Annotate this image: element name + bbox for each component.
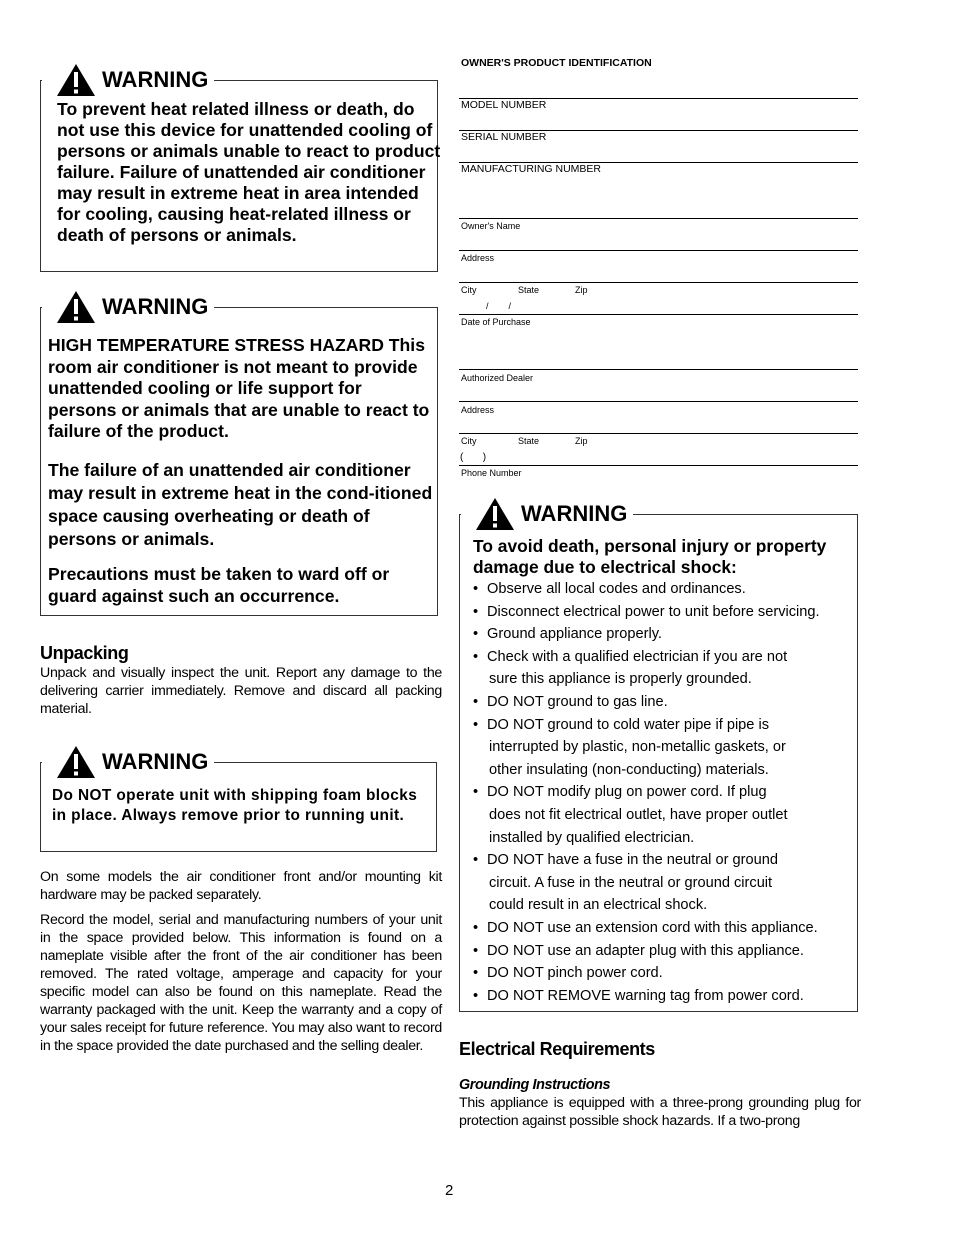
phone-paren: ( ) [460,452,487,463]
bullet-icon: • [473,648,479,665]
warning-title: WARNING [102,749,209,774]
shock-precaution-line: other insulating (non-conducting) materials. [489,761,769,778]
shock-precaution-item [473,646,853,691]
shock-precaution-list [473,578,853,1007]
warning-foam-text: Do NOT operate unit with shipping foam blocks in place. Always remove prior to running unit. [52,787,418,824]
owner-zip-label: Zip [575,285,588,295]
bullet-icon: • [473,603,479,620]
shock-precaution-item [473,578,853,601]
shock-precaution-line: could result in an electrical shock. [489,897,708,914]
shock-precaution-line: Check with a qualified electrician if you are not [487,648,788,665]
shock-precaution-line: Observe all local codes and ordinances. [487,581,746,597]
form-line [459,369,858,370]
owner-state-label: State [518,285,540,295]
warning-title: WARNING [102,67,209,92]
electrical-heading: Electrical Requirements [459,1039,655,1059]
warning-triangle-icon [56,290,96,324]
shock-precaution-line: DO NOT ground to cold water pipe if pipe is [487,716,770,733]
unpacking-heading: Unpacking [40,643,129,663]
bullet-icon: • [473,626,479,643]
shock-precaution-line: DO NOT ground to gas line. [487,693,668,710]
warning-title: WARNING [102,294,209,319]
shock-precaution-line: DO NOT use an extension cord with this appliance. [487,919,818,936]
manufacturing-number-label: MANUFACTURING NUMBER [461,163,602,175]
bullet-icon: • [473,919,479,936]
unpacking-text: Unpack and visually inspect the unit. Report any damage to the delivering carrier immediately. Remove and discard all packing material. [40,665,442,717]
dealer-label: Authorized Dealer [461,373,534,383]
form-line [459,250,858,251]
shock-precaution-line: DO NOT pinch power cord. [487,965,663,982]
shock-precaution-line: Ground appliance properly. [487,626,662,643]
shock-precaution-item [473,601,853,624]
warning-header [42,745,214,779]
shock-precaution-line: sure this appliance is properly grounded. [489,671,752,688]
date-slashes: / / [486,301,512,311]
bullet-icon: • [473,716,479,733]
form-line [459,433,858,434]
shock-precaution-line: DO NOT have a fuse in the neutral or ground [487,852,778,869]
warning-triangle-icon [56,63,96,97]
bullet-icon: • [473,581,479,597]
warning-text: To prevent heat related illness or death, do not use this device for unattended cooling of persons or animals unable to react to product failure. Failure of unattended air conditioner may result in extreme heat in area intended for cooling, causing heat-related illness or death of persons or animals. [57,99,441,245]
owner-name-label: Owner's Name [461,221,521,231]
dealer-address-label: Address [461,405,495,415]
shock-precaution-item [473,985,853,1008]
shock-precaution-line: DO NOT use an adapter plug with this appliance. [487,942,804,959]
shock-precaution-item [473,849,853,917]
dealer-city-label: City [461,436,477,446]
packing-note: On some models the air conditioner front and/or mounting kit hardware may be packed separately. [40,869,442,903]
warning-triangle-icon [56,745,96,779]
form-line [459,401,858,402]
shock-precaution-item [473,623,853,646]
shock-precaution-line: DO NOT modify plug on power cord. If plug [487,784,767,801]
shock-precaution-line: Disconnect electrical power to unit before servicing. [487,603,820,620]
warning-header [461,497,633,531]
shock-precaution-item [473,691,853,714]
bullet-icon: • [473,942,479,959]
dealer-state-label: State [518,436,540,446]
form-line [459,282,858,283]
owner-address-label: Address [461,253,495,263]
shock-precaution-line: installed by qualified electrician. [489,829,695,846]
warning-title: WARNING [521,501,628,526]
warning-header [42,290,214,324]
warning-triangle-icon [475,497,515,531]
form-line [459,314,858,315]
shock-precaution-item [473,917,853,940]
shock-precaution-item [473,781,853,849]
form-line [459,218,858,219]
warning-precaution-text: Precautions must be taken to ward off or guard against such an occurrence. [48,564,390,606]
page-number: 2 [445,1182,454,1199]
shock-precaution-item [473,940,853,963]
bullet-icon: • [473,987,479,1004]
shock-precaution-item [473,962,853,985]
warning-header [42,63,214,97]
phone-number-label: Phone Number [461,468,522,478]
grounding-subheading: Grounding Instructions [459,1077,611,1093]
shock-precaution-item [473,714,853,782]
shock-precaution-line: circuit. A fuse in the neutral or ground circuit [489,874,773,891]
bullet-icon: • [473,784,479,801]
bullet-icon: • [473,693,479,710]
shock-precaution-line: does not fit electrical outlet, have proper outlet [489,806,788,823]
grounding-text: This appliance is equipped with a three-prong grounding plug for protection against possible shock hazards. If a two-prong [459,1095,861,1129]
warning-failure-text: The failure of an unattended air conditioner may result in extreme heat in the cond-itioned space causing overheating or death of persons or animals. [48,460,433,549]
model-number-label: MODEL NUMBER [461,99,547,111]
shock-precaution-line: interrupted by plastic, non-metallic gaskets, or [489,739,786,756]
shock-precaution-line: DO NOT REMOVE warning tag from power cord. [487,987,804,1004]
record-instructions: Record the model, serial and manufacturing numbers of your unit in the space provided below. This information is found on a nameplate visible after the front of the air conditioner has been removed. The rated voltage, amperage and capacity for your specific model can also be found on this nameplate. Read the warranty packaged with the unit. Keep the warranty and a copy of your sales receipt for future reference. You may also want to record in the space provided the date purchased and the selling dealer. [40,912,442,1054]
dealer-zip-label: Zip [575,436,588,446]
serial-number-label: SERIAL NUMBER [461,131,547,143]
date-of-purchase-label: Date of Purchase [461,317,531,327]
bullet-icon: • [473,965,479,982]
warning-hazard-text: HIGH TEMPERATURE STRESS HAZARD This room air conditioner is not meant to provide unattended cooling or life support for persons or animals that are unable to react to failure of the product. [48,335,430,441]
owner-id-heading: OWNER'S PRODUCT IDENTIFICATION [461,57,652,69]
warning-shock-lead: To avoid death, personal injury or property damage due to electrical shock: [473,536,827,577]
form-line [459,465,858,466]
bullet-icon: • [473,852,479,869]
owner-city-label: City [461,285,477,295]
